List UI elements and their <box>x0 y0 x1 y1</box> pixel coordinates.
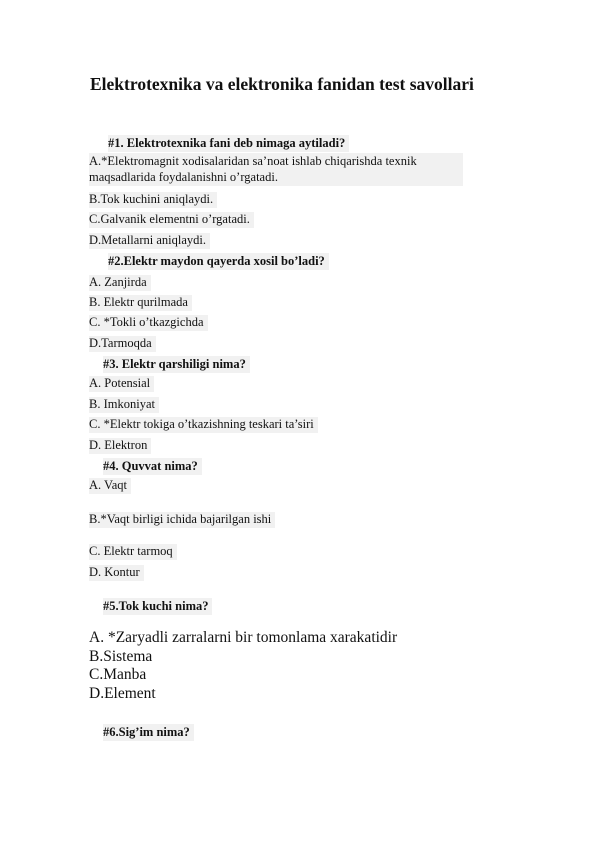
answer-option: A. *Zaryadli zarralarni bir tomonlama xarakatidir <box>89 629 398 646</box>
answer-option: B.*Vaqt birligi ichida bajarilgan ishi <box>89 512 275 528</box>
answer-option: B. Elektr qurilmada <box>89 295 192 311</box>
question-2: #2.Elektr maydon qayerda xosil bo’ladi? <box>108 253 329 270</box>
question-5: #5.Tok kuchi nima? <box>103 598 212 615</box>
answer-option: A.*Elektromagnit xodisalaridan sa’noat ishlab chiqarishda texnik maqsadlarida foydalanishni o’rgatadi. <box>89 153 463 186</box>
answer-option: A. Vaqt <box>89 478 131 494</box>
answer-option: C.Galvanik elementni o’rgatadi. <box>89 212 254 228</box>
question-4: #4. Quvvat nima? <box>103 458 202 475</box>
answer-option: C.Manba <box>89 666 147 683</box>
question-6: #6.Sig’im nima? <box>103 724 194 741</box>
document-title: Elektrotexnika va elektronika fanidan test savollari <box>90 74 474 94</box>
answer-option: B.Sistema <box>89 648 153 665</box>
question-1: #1. Elektrotexnika fani deb nimaga aytiladi? <box>108 135 349 152</box>
answer-option: D.Tarmoqda <box>89 336 156 352</box>
answer-option: C. *Elektr tokiga o’tkazishning teskari ta’siri <box>89 417 318 433</box>
answer-option: A. Zanjirda <box>89 275 151 291</box>
answer-option: B.Tok kuchini aniqlaydi. <box>89 192 217 208</box>
answer-option: D. Elektron <box>89 438 151 454</box>
answer-option: B. Imkoniyat <box>89 397 159 413</box>
answer-option: C. Elektr tarmoq <box>89 544 177 560</box>
answer-option: D.Metallarni aniqlaydi. <box>89 233 210 249</box>
answer-option: A. Potensial <box>89 376 154 392</box>
answer-option: D. Kontur <box>89 565 144 581</box>
question-3: #3. Elektr qarshiligi nima? <box>103 356 250 373</box>
answer-option: D.Element <box>89 685 156 702</box>
answer-option: C. *Tokli o’tkazgichda <box>89 315 208 331</box>
